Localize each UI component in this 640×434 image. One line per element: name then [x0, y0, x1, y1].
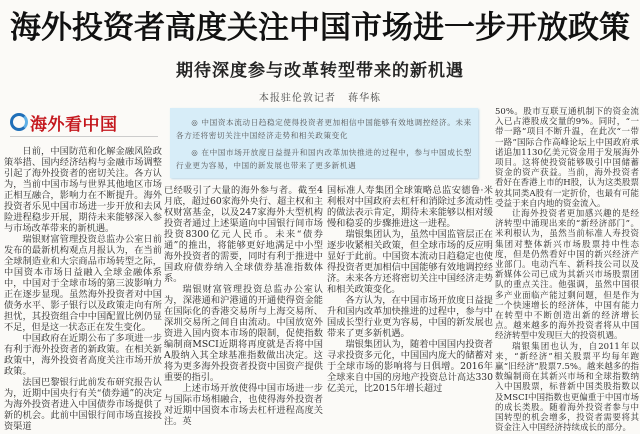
paragraph: 瑞银集团认为，虽然中国监管层正在逐步收紧相关政策，但全球市场的反应明显好于此前。中国资本流动日趋稳定也使得投资者更加相信中国能够有效地调控经济。未来各方还将密切关注中国经济走势和相关政策变化。 [327, 229, 493, 295]
paragraph: 让海外投资者更加感兴趣的是经济转型中涌现出来的“新经济部门”。米利根认为，虽然当前标准人寿投资集团对整体新兴市场股票持中性态度，但是仍然看好中国的新兴经济产业部门。电动汽车、新科技公司以及新媒体公司已成为其新兴市场股票团队的重点关注。他强调，虽然中国很多产业面临产能过剩问题，但是作为一个快速增长的经济体，中国有能力在转型中不断创造出新的经济增长点。越来越多的海外投资者将从中国经济转型中发现巨大的投资机遇。 [495, 209, 639, 342]
paragraph: 法国巴黎银行此前发布研究报告认为，近期中国央行有关“债券通”的决定为海外投资者进入中国债券市场提供了新的机会。此前中国银行间市场直接投资渠道 [4, 377, 162, 432]
paragraph: 瑞银财富管理投资总监办公室认为，深港通和沪港通的开通使得资金能在国际化的香港交易所与上海交易所、深圳交易所之间自由流动。中国放宽外资进入国内资本市场的限制，促使指数编制商MSCI近期将再度就是否将中国A股纳入其全球基准指数做出决定。这将为更多海外投资者投资中国资产提供重要的指引。 [164, 284, 323, 383]
paragraph: 50%。股市互联互通机制下的资金流入已占港股成交量的9%。同时，“一带一路”项目不断升温，在此次“一带一路”国际合作高峰论坛上中国政府承诺追加1130亿美元资金用于发展海外项目。这将使投资能够吸引中国储蓄资金的资产获益。当前，海外投资者看好在香港上市的H股，认为这类股票较其同类A股有一定折价，也最有可能受益于来自内地的资金流入。 [495, 107, 639, 209]
paragraph: 日前，中国防范和化解金融风险政策举措、国内经济结构与金融市场调整引起了海外投资者的密切关注。各方认为，当前中国市场与世界其他地区市场正相互融合，影响力在不断提升。海外投资者乐见中国市场进一步开放和去风险进程稳步开展，期待未来能够深入参与市场改革带来的新机遇。 [4, 146, 162, 234]
paragraph: 瑞银集团认为，随着中国国内投资者寻求投资多元化，中国国内庞大的储蓄对于全球市场的影响将与日俱增。2016年全球来自中国的房地产投资总计高达330亿美元，比2015年增长超过 [327, 339, 493, 394]
callout-box [170, 108, 478, 178]
column-logo-text: 海外看中国 [30, 114, 118, 135]
article-column-1 [4, 146, 162, 432]
article-column-2 [164, 185, 323, 427]
paragraph: 国标准人寿集团全球策略总监安德鲁·米利根对中国政府去杠杆和消除过多流动性的做法表示肯定，期待未来能够以相对缓慢和稳妥的步骤推进这一进程。 [327, 185, 493, 229]
subheadline: 期待深度参与改革转型带来的新机遇 [176, 61, 464, 81]
column-logo [10, 110, 150, 134]
paragraph: 瑞银财富管理投资总监办公室日前发布的最新机构观点月报认为，在当前全球制造业和大宗商品市场转型之际，中国资本市场日益融入全球金融体系中，中国对于全球市场的第三波影响力正在逐步显现。虽然海外投资者对中国债务水平、影子银行以及政策走向有所担忧，其投资组合中中国配置比例仍显不足，但是这一状态正在发生变化。 [4, 234, 162, 333]
callout-item: ◎ 中国资本流动日趋稳定使得投资者更加相信中国能够有效地调控经济。未来各方还将密切关注中国经济走势和相关政策变化 [176, 118, 472, 140]
byline-role: 本报驻伦敦记者 [258, 93, 336, 104]
headline: 海外投资者高度关注中国市场进一步开放政策 [10, 10, 630, 46]
paragraph: 上述市场开放使得中国市场进一步与国际市场相融合，也使得海外投资者对近期中国资本市场去杠杆进程高度关注。英 [164, 383, 323, 427]
article-column-4 [495, 107, 639, 434]
callout-item: ◎ 在中国市场开放度日益提升和国内改革加快推进的过程中，参与中国成长型行业更为容易，中国的新发展也带来了更多新机遇 [176, 148, 472, 170]
globe-swirl-icon [10, 113, 28, 131]
paragraph: 中国政府在近期公布了多项进一步有利于海外投资者的新政策。在相关新政策中，海外投资者高度关注市场开放政策。 [4, 333, 162, 377]
divider [10, 136, 158, 137]
paragraph: 瑞银集团也认为，自2011年以来，“新经济”相关股票平均每年跑赢“旧经济”股票7.5%。越来越多的指数编制商在其新兴市场和全球指数纳入中国股票，标普新中国类股指数以及MSCI中国指数也更偏重于中国市场的成长类股。随着海外投资者参与中国转型的机会增多，投资者需要将其资金注入中国经济持续成长的部分。 [495, 341, 639, 434]
article-column-3 [327, 185, 493, 394]
paragraph: 已经吸引了大量的海外参与者。截至4月底，超过60家海外央行、超主权和主权财富基金，以及247家海外大型机构投资者通过上述渠道向中国银行间市场投资8300亿元人民币。未来“债券通”的推出，将能够更好地满足中小型海外投资者的需要，同时有利于推进中国政府债券纳入全球债券基准指数体系。 [164, 185, 323, 284]
byline-name: 蒋华栋 [348, 93, 382, 104]
byline [0, 89, 640, 104]
paragraph: 各方认为，在中国市场开放度日益提升和国内改革加快推进的过程中，参与中国成长型行业更为容易，中国的新发展也带来了更多新机遇。 [327, 295, 493, 339]
